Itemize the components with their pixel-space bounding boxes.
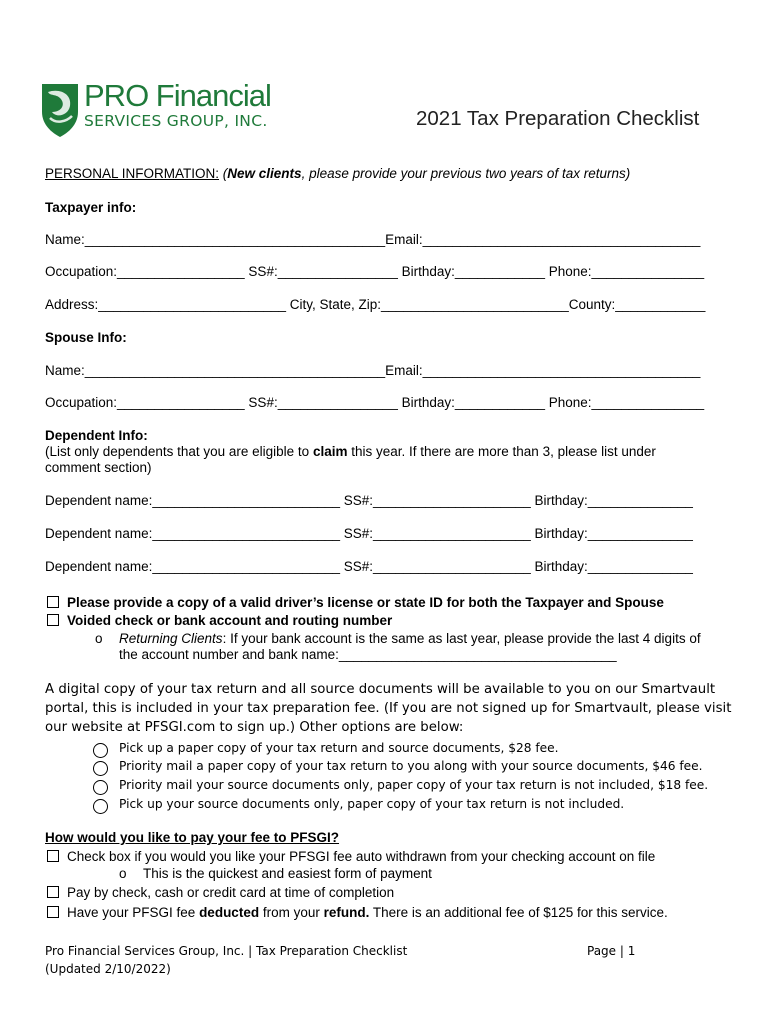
pay-check-checkbox[interactable]: [47, 886, 59, 898]
bullet-marker: o: [95, 631, 103, 646]
company-logo: [40, 80, 275, 140]
returning-clients-text: : If your bank account is the same as last year, please provide the last 4 digits of: [222, 631, 701, 646]
option-label-4: Pick up your source documents only, paper copy of your tax return is not included.: [119, 797, 625, 811]
dependent-heading: Dependent Info:: [45, 428, 148, 443]
refund-label-a: Have your PFSGI fee: [67, 905, 200, 920]
checklist-item-id: [47, 595, 664, 610]
digital-copy-line1: A digital copy of your tax return and all source documents will be available to you on our Smartvault: [45, 682, 716, 697]
option-label-3: Priority mail your source documents only, paper copy of your tax return is not included, $18 fee.: [119, 778, 709, 792]
id-checkbox[interactable]: [47, 596, 59, 608]
option-label-1: Pick up a paper copy of your tax return and source documents, $28 fee.: [119, 741, 559, 755]
refund-label-b: from your: [259, 905, 324, 920]
dependent-note-text-2: this year. If there are more than 3, please list under: [347, 444, 656, 459]
id-checkbox-label: Please provide a copy of a valid driver’s license or state ID for both the Taxpayer and Spouse: [67, 595, 664, 610]
dependent-note-line2: comment section): [45, 460, 152, 475]
personal-info-note: , please provide your previous two years of tax returns): [301, 166, 631, 181]
payment-option-refund: [47, 905, 668, 920]
spouse-occupation-field[interactable]: Occupation:_________________ SS#:________________ Birthday:____________ Phone:_______________: [45, 395, 705, 410]
taxpayer-heading: Taxpayer info:: [45, 200, 137, 215]
returning-clients-note: [119, 631, 701, 646]
spouse-heading: Spouse Info:: [45, 330, 127, 345]
option-radio-3[interactable]: [93, 780, 108, 795]
footer-text: Pro Financial Services Group, Inc. | Tax Preparation Checklist: [45, 944, 408, 958]
payment-option-check: [47, 885, 394, 900]
auto-withdraw-checkbox[interactable]: [47, 850, 59, 862]
refund-checkbox[interactable]: [47, 906, 59, 918]
logo-emblem-icon: [40, 82, 80, 138]
taxpayer-address-field[interactable]: Address:_________________________ City, State, Zip:_________________________County:____________: [45, 297, 706, 312]
auto-withdraw-label: Check box if you would you like your PFSGI fee auto withdrawn from your checking account on file: [67, 849, 656, 864]
checklist-item-bank: [47, 613, 392, 628]
spouse-name-email-field[interactable]: Name:________________________________________Email:_____________________________________: [45, 363, 701, 378]
bank-checkbox[interactable]: [47, 614, 59, 626]
taxpayer-name-email-field[interactable]: Name:________________________________________Email:_____________________________________: [45, 232, 701, 247]
digital-copy-line2: portal, this is included in your tax preparation fee. (If you are not signed up for Smartvault, please visit: [45, 701, 732, 716]
bank-name-field[interactable]: the account number and bank name:_____________________________________: [119, 647, 617, 662]
pay-check-label: Pay by check, cash or credit card at time of completion: [67, 885, 395, 900]
refund-label-bold1: deducted: [199, 905, 260, 920]
personal-info-note-open: (: [219, 166, 228, 181]
document-title: 2021 Tax Preparation Checklist: [416, 107, 700, 130]
bank-checkbox-label: Voided check or bank account and routing number: [67, 613, 393, 628]
option-radio-2[interactable]: [93, 761, 108, 776]
returning-clients-label: Returning Clients: [119, 631, 223, 646]
payment-sub-note: This is the quickest and easiest form of payment: [143, 866, 432, 881]
personal-info-line: [45, 166, 630, 181]
dependent-note: [45, 444, 656, 459]
personal-info-note-bold: New clients: [227, 166, 302, 181]
refund-label-c: There is an additional fee of $125 for this service.: [369, 905, 668, 920]
footer-page-number: Page | 1: [587, 944, 636, 958]
logo-name: PRO Financial: [84, 78, 271, 113]
dependent-row-1[interactable]: Dependent name:_________________________ SS#:_____________________ Birthday:______________: [45, 493, 693, 508]
dependent-row-3[interactable]: Dependent name:_________________________ SS#:_____________________ Birthday:______________: [45, 559, 693, 574]
digital-copy-line3: our website at PFSGI.com to sign up.) Other options are below:: [45, 720, 464, 735]
option-radio-1[interactable]: [93, 743, 108, 758]
option-label-2: Priority mail a paper copy of your tax return to you along with your source documents, $46 fee.: [119, 759, 703, 773]
logo-tagline: SERVICES GROUP, INC.: [84, 112, 268, 130]
taxpayer-occupation-field[interactable]: Occupation:_________________ SS#:________________ Birthday:____________ Phone:_______________: [45, 264, 705, 279]
payment-option-auto: [47, 849, 655, 864]
payment-sub-bullet: o: [119, 866, 127, 881]
footer-updated: (Updated 2/10/2022): [45, 962, 171, 976]
dependent-row-2[interactable]: Dependent name:_________________________ SS#:_____________________ Birthday:______________: [45, 526, 693, 541]
dependent-note-text: (List only dependents that you are eligible to: [45, 444, 313, 459]
personal-info-heading: PERSONAL INFORMATION:: [45, 166, 220, 181]
dependent-note-bold: claim: [312, 444, 348, 459]
payment-heading: How would you like to pay your fee to PFSGI?: [45, 830, 340, 845]
refund-label-bold2: refund.: [323, 905, 370, 920]
option-radio-4[interactable]: [93, 799, 108, 814]
